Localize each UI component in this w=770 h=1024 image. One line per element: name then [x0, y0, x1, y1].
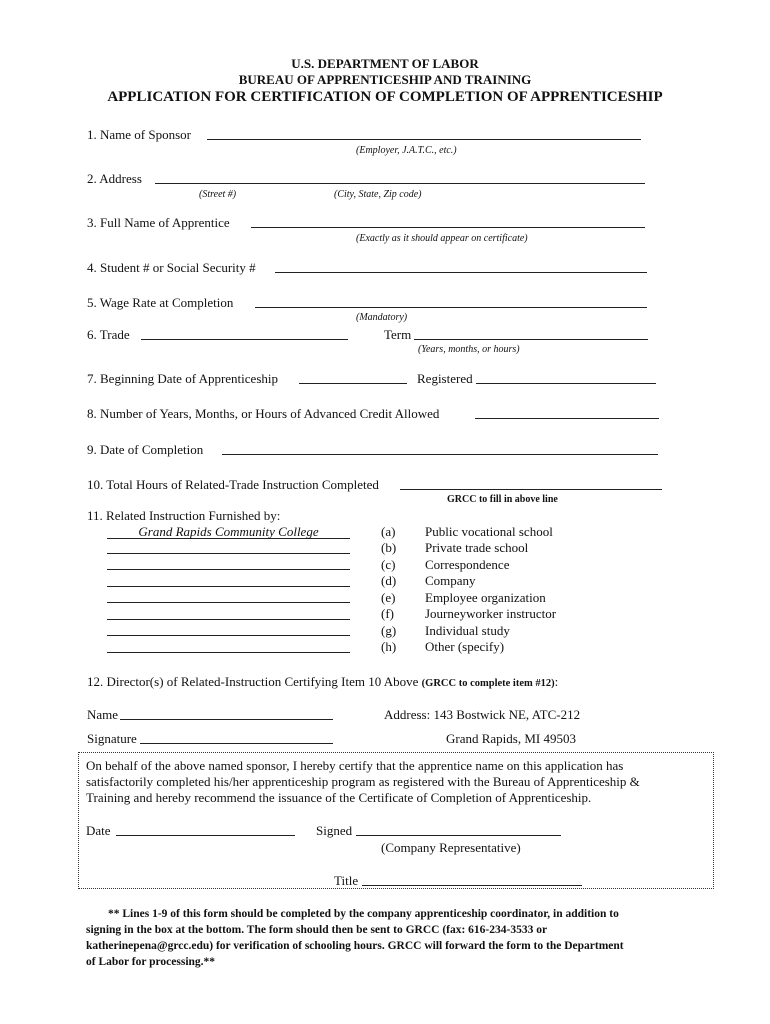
- field-12-note: (GRCC to complete item #12): [421, 678, 555, 689]
- option-e-letter: (e): [381, 590, 396, 605]
- trade-line[interactable]: [141, 327, 348, 340]
- instruction-provider-line-5[interactable]: [107, 590, 350, 603]
- field-6-label: 6. Trade: [87, 327, 130, 342]
- option-d-letter: (d): [381, 573, 397, 588]
- field-2-label: 2. Address: [87, 171, 142, 186]
- page-title: APPLICATION FOR CERTIFICATION OF COMPLETION OF APPRENTICESHIP: [107, 89, 663, 105]
- field-1-label: 1. Name of Sponsor: [87, 127, 191, 142]
- instruction-provider-line-3[interactable]: [107, 557, 350, 570]
- director-address-line1: Address: 143 Bostwick NE, ATC-212: [384, 707, 581, 722]
- company-representative-label: (Company Representative): [381, 840, 521, 855]
- field-7-label: 7. Beginning Date of Apprenticeship: [87, 371, 278, 386]
- option-a-letter: (a): [381, 524, 396, 539]
- option-f-letter: (f): [381, 606, 394, 621]
- field-4-label: 4. Student # or Social Security #: [87, 260, 256, 275]
- footer-note-line2: signing in the box at the bottom. The form should then be sent to GRCC (fax: 616-234-3533 or: [86, 924, 548, 936]
- field-3-label: 3. Full Name of Apprentice: [87, 215, 230, 230]
- certify-text-line3: Training and hereby recommend the issuance of the Certificate of Completion of Apprenticeship.: [86, 790, 592, 805]
- field-7-registered-label: Registered: [417, 371, 473, 386]
- total-hours-line[interactable]: [400, 477, 662, 490]
- field-11-label: 11. Related Instruction Furnished by:: [87, 508, 281, 523]
- field-10-label: 10. Total Hours of Related-Trade Instruction Completed: [87, 477, 379, 492]
- term-line[interactable]: [414, 327, 648, 340]
- director-signature-line[interactable]: [140, 731, 333, 744]
- field-6-term-label: Term: [384, 327, 412, 342]
- option-g-letter: (g): [381, 623, 397, 638]
- option-h-text: Other (specify): [425, 639, 505, 654]
- instruction-provider-line-4[interactable]: [107, 574, 350, 587]
- field-12-signature-label: Signature: [87, 731, 137, 746]
- sponsor-name-line[interactable]: [207, 127, 641, 140]
- option-g-text: Individual study: [425, 623, 510, 638]
- certify-title-label: Title: [334, 873, 359, 888]
- instruction-provider-line-6[interactable]: [107, 607, 350, 620]
- option-c-text: Correspondence: [425, 557, 510, 572]
- wage-rate-line[interactable]: [255, 295, 647, 308]
- certify-date-line[interactable]: [116, 823, 295, 836]
- field-10-note: GRCC to fill in above line: [447, 494, 558, 505]
- footer-note: [86, 906, 682, 970]
- certify-signed-line[interactable]: [356, 823, 561, 836]
- option-h-letter: (h): [381, 639, 397, 654]
- header-dept: U.S. DEPARTMENT OF LABOR: [291, 56, 479, 71]
- field-12-name-label: Name: [87, 707, 119, 722]
- certify-text-line2: satisfactorily completed his/her apprenticeship program as registered with the Bureau of Apprenticeship &: [86, 774, 640, 789]
- option-f-text: Journeyworker instructor: [425, 606, 557, 621]
- field-12-heading: [87, 674, 558, 690]
- option-b-letter: (b): [381, 540, 397, 555]
- director-address-line2: Grand Rapids, MI 49503: [446, 731, 576, 746]
- field-12-label: 12. Director(s) of Related-Instruction Certifying Item 10 Above: [87, 674, 419, 689]
- instruction-provider-filled[interactable]: Grand Rapids Community College: [107, 524, 350, 539]
- footer-note-line4: of Labor for processing.**: [86, 956, 216, 968]
- instruction-provider-line-7[interactable]: [107, 623, 350, 636]
- instruction-provider-line-2[interactable]: [107, 541, 350, 554]
- certify-date-label: Date: [86, 823, 111, 838]
- advanced-credit-line[interactable]: [475, 406, 659, 419]
- option-b-text: Private trade school: [425, 540, 529, 555]
- field-9-label: 9. Date of Completion: [87, 442, 204, 457]
- field-2-hint-street: (Street #): [199, 189, 237, 200]
- instruction-provider-line-8[interactable]: [107, 640, 350, 653]
- certify-signed-label: Signed: [316, 823, 353, 838]
- field-3-hint: (Exactly as it should appear on certificate): [356, 233, 528, 244]
- footer-note-line1: ** Lines 1-9 of this form should be completed by the company apprenticeship coordinator, in addition to: [108, 908, 619, 920]
- header-bureau: BUREAU OF APPRENTICESHIP AND TRAINING: [238, 72, 532, 87]
- completion-date-line[interactable]: [222, 442, 658, 455]
- option-a-text: Public vocational school: [425, 524, 553, 539]
- field-2-hint-city: (City, State, Zip code): [334, 189, 422, 200]
- address-line[interactable]: [155, 171, 645, 184]
- footer-note-line3: katherinepena@grcc.edu) for verification of schooling hours. GRCC will forward the form to the Department: [86, 940, 624, 952]
- certify-text-line1: On behalf of the above named sponsor, I hereby certify that the apprentice name on this application has: [86, 758, 624, 773]
- option-e-text: Employee organization: [425, 590, 546, 605]
- registered-line[interactable]: [476, 371, 656, 384]
- field-5-label: 5. Wage Rate at Completion: [87, 295, 234, 310]
- option-c-letter: (c): [381, 557, 396, 572]
- beginning-date-line[interactable]: [299, 371, 407, 384]
- field-1-hint: (Employer, J.A.T.C., etc.): [356, 145, 457, 156]
- field-6-hint: (Years, months, or hours): [418, 344, 520, 355]
- student-number-line[interactable]: [275, 260, 647, 273]
- certify-title-line[interactable]: [362, 873, 582, 886]
- field-8-label: 8. Number of Years, Months, or Hours of Advanced Credit Allowed: [87, 406, 440, 421]
- option-d-text: Company: [425, 573, 476, 588]
- director-name-line[interactable]: [120, 707, 333, 720]
- apprentice-name-line[interactable]: [251, 215, 645, 228]
- field-5-hint: (Mandatory): [356, 312, 408, 323]
- field-12-colon: :: [554, 674, 559, 689]
